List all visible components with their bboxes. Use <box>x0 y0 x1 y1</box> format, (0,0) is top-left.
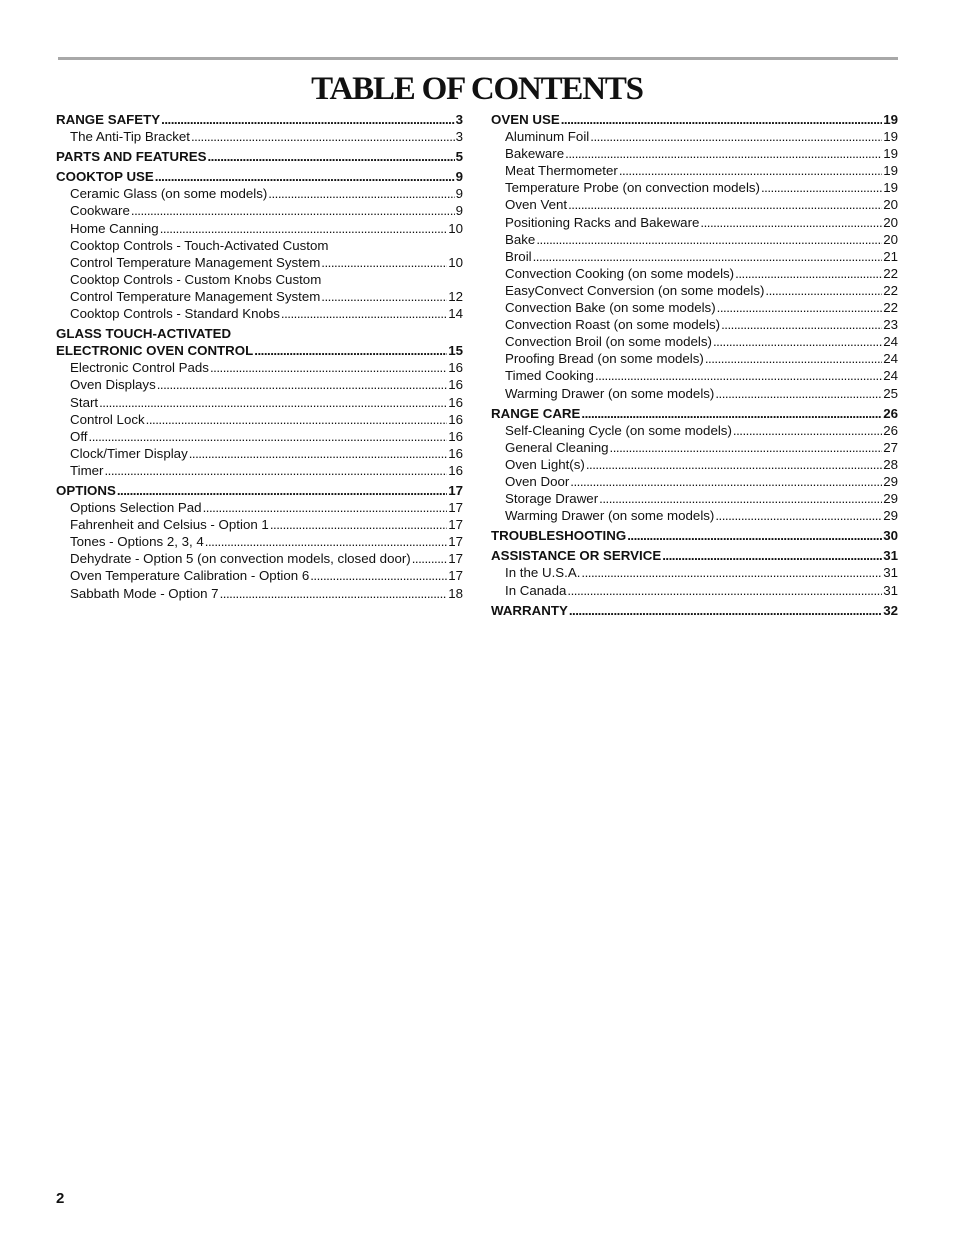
toc-entry-title: Oven Displays <box>70 377 156 393</box>
toc-subentry[interactable] <box>491 128 898 145</box>
toc-page-number: 17 <box>448 517 463 533</box>
toc-page-number: 26 <box>883 405 898 421</box>
dot-leader <box>590 128 882 145</box>
dot-leader <box>220 585 448 602</box>
toc-subentry[interactable] <box>56 376 463 393</box>
toc-entry-title: Clock/Timer Display <box>70 445 188 461</box>
toc-subentry[interactable] <box>56 237 463 271</box>
toc-entry-line <box>56 168 463 185</box>
toc-page-number: 18 <box>448 585 463 601</box>
page-title: TABLE OF CONTENTS <box>311 71 643 107</box>
toc-entry-title: Convection Roast (on some models) <box>505 317 721 333</box>
dot-leader <box>321 288 447 305</box>
page-number: 2 <box>56 1190 65 1207</box>
toc-entry-line <box>70 288 463 305</box>
toc-page-number: 19 <box>883 112 898 127</box>
toc-section-entry[interactable] <box>491 405 898 422</box>
toc-entry-line <box>505 490 898 507</box>
toc-entry-title: OVEN USE <box>491 112 560 127</box>
toc-entry-line <box>70 499 463 516</box>
toc-entry-line <box>505 422 898 439</box>
toc-entry-title: Start <box>70 394 99 410</box>
toc-subentry[interactable] <box>491 385 898 402</box>
toc-subentry[interactable] <box>491 179 898 196</box>
toc-entry-title: Oven Door <box>505 473 570 489</box>
toc-entry-line <box>70 220 463 237</box>
header-rule <box>58 57 898 60</box>
toc-entry-line <box>505 582 898 599</box>
dot-leader <box>131 202 455 219</box>
toc-section-entry[interactable] <box>491 602 898 619</box>
toc-page-number: 24 <box>883 351 898 367</box>
toc-entry-title: General Cleaning <box>505 439 609 455</box>
toc-section-entry[interactable] <box>56 111 463 128</box>
toc-entry-title: EasyConvect Conversion (on some models) <box>505 282 765 298</box>
toc-entry-line <box>70 428 463 445</box>
toc-page-number: 16 <box>448 428 463 444</box>
toc-page-number: 16 <box>448 394 463 410</box>
toc-page-number: 23 <box>883 317 898 333</box>
toc-subentry[interactable] <box>56 128 463 145</box>
toc-page-number: 17 <box>448 551 463 567</box>
toc-entry-line <box>70 516 463 533</box>
toc-entry-title: Positioning Racks and Bakeware <box>505 214 700 230</box>
toc-entry-title: Oven Light(s) <box>505 456 585 472</box>
toc-subentry[interactable] <box>491 564 898 581</box>
toc-page-number: 17 <box>448 482 463 498</box>
toc-entry-line <box>505 248 898 265</box>
toc-entry-title: RANGE CARE <box>491 405 581 421</box>
toc-entry-title-line1: Cooktop Controls - Custom Knobs Custom <box>70 271 322 287</box>
toc-page-number: 24 <box>883 368 898 384</box>
toc-page-number: 29 <box>883 491 898 507</box>
toc-subentry[interactable] <box>491 350 898 367</box>
toc-entry-title: WARRANTY <box>491 602 568 618</box>
toc-entry-title: Oven Vent <box>505 197 568 213</box>
toc-page-number: 22 <box>883 282 898 298</box>
toc-page-number: 9 <box>455 186 463 202</box>
toc-page-number: 30 <box>883 528 898 544</box>
toc-section-entry[interactable] <box>56 148 463 165</box>
toc-entry-title: In Canada <box>505 582 567 598</box>
toc-section-entry[interactable] <box>491 111 898 128</box>
toc-section-entry[interactable] <box>56 482 463 499</box>
dot-leader <box>569 602 882 619</box>
toc-entry-line <box>70 445 463 462</box>
toc-subentry[interactable] <box>491 439 898 456</box>
toc-entry-title: Tones - Options 2, 3, 4 <box>70 534 204 550</box>
dot-leader <box>662 547 882 564</box>
toc-entry-title: COOKTOP USE <box>56 169 154 185</box>
toc-subentry[interactable] <box>56 305 463 322</box>
toc-entry-line <box>505 316 898 333</box>
dot-leader <box>619 162 882 179</box>
toc-entry-line <box>491 111 898 128</box>
toc-entry-title: Dehydrate - Option 5 (on convection models, closed door) <box>70 551 411 567</box>
dot-leader <box>715 385 882 402</box>
dot-leader <box>205 533 447 550</box>
dot-leader <box>735 265 882 282</box>
toc-entry-title: The Anti-Tip Bracket <box>70 129 190 145</box>
toc-section-entry[interactable] <box>56 168 463 185</box>
toc-entry-line <box>505 456 898 473</box>
dot-leader <box>99 394 447 411</box>
toc-entry-title: Proofing Bread (on some models) <box>505 351 704 367</box>
toc-entry-title: Cooktop Controls - Standard Knobs <box>70 306 280 322</box>
toc-page-number: 31 <box>883 582 898 598</box>
toc-page-number: 31 <box>883 565 898 581</box>
toc-entry-title: In the U.S.A. <box>505 565 581 581</box>
toc-entry-line <box>505 507 898 524</box>
dot-leader <box>210 359 447 376</box>
toc-subentry[interactable] <box>56 394 463 411</box>
toc-subentry[interactable] <box>56 516 463 533</box>
toc-subentry[interactable] <box>56 567 463 584</box>
toc-page-number: 31 <box>883 548 898 564</box>
dot-leader <box>321 254 447 271</box>
toc-page-number: 10 <box>448 254 463 270</box>
toc-entry-line <box>70 202 463 219</box>
toc-page-number: 26 <box>883 422 898 438</box>
toc-page-number: 21 <box>883 248 898 264</box>
toc-page-number: 25 <box>883 385 898 401</box>
toc-entry-title: Aluminum Foil <box>505 129 590 145</box>
dot-leader <box>717 299 883 316</box>
dot-leader <box>595 367 882 384</box>
toc-subentry[interactable] <box>491 316 898 333</box>
toc-entry-title: OPTIONS <box>56 482 116 498</box>
toc-entry-line <box>505 473 898 490</box>
dot-leader <box>581 405 882 422</box>
toc-entry-title-line1: Cooktop Controls - Touch-Activated Custom <box>70 237 329 253</box>
toc-entry-title: Fahrenheit and Celsius - Option 1 <box>70 517 269 533</box>
dot-leader <box>155 168 455 185</box>
toc-entry-line <box>505 564 898 581</box>
toc-subentry[interactable] <box>56 220 463 237</box>
toc-page-number: 29 <box>883 508 898 524</box>
toc-page-number: 16 <box>448 411 463 427</box>
toc-subentry[interactable] <box>56 411 463 428</box>
dot-leader <box>281 305 447 322</box>
dot-leader <box>117 482 447 499</box>
toc-entry-title: RANGE SAFETY <box>56 112 161 127</box>
toc-page-number: 20 <box>883 214 898 230</box>
dot-leader <box>161 111 454 128</box>
toc-page-number: 22 <box>883 300 898 316</box>
toc-entry-title-line1: GLASS TOUCH-ACTIVATED <box>56 326 232 342</box>
toc-page-number: 12 <box>448 288 463 304</box>
dot-leader <box>189 445 447 462</box>
toc-subentry[interactable] <box>491 422 898 439</box>
toc-page-number: 17 <box>448 500 463 516</box>
toc-subentry[interactable] <box>56 185 463 202</box>
toc-subentry[interactable] <box>491 214 898 231</box>
dot-leader <box>627 527 882 544</box>
toc-entry-line <box>505 350 898 367</box>
dot-leader <box>89 428 448 445</box>
dot-leader <box>570 473 882 490</box>
dot-leader <box>567 582 882 599</box>
toc-page-number: 20 <box>883 231 898 247</box>
toc-subentry[interactable] <box>491 507 898 524</box>
toc-page-number: 3 <box>455 129 463 145</box>
toc-subentry[interactable] <box>56 585 463 602</box>
toc-entry-line <box>491 547 898 564</box>
toc-subentry[interactable] <box>491 473 898 490</box>
toc-entry-line <box>70 585 463 602</box>
toc-entry-line <box>56 111 463 128</box>
toc-entry-title: Self-Cleaning Cycle (on some models) <box>505 422 732 438</box>
toc-entry-line <box>70 376 463 393</box>
toc-subentry[interactable] <box>56 499 463 516</box>
toc-entry-line <box>70 567 463 584</box>
toc-page-number: 17 <box>448 534 463 550</box>
toc-subentry[interactable] <box>491 490 898 507</box>
toc-entry-title: Home Canning <box>70 220 159 236</box>
toc-page-number: 29 <box>883 473 898 489</box>
toc-subentry[interactable] <box>491 162 898 179</box>
dot-leader <box>146 411 448 428</box>
toc-entry-title: Control Temperature Management System <box>70 288 321 304</box>
toc-subentry[interactable] <box>491 265 898 282</box>
toc-entry-title: Cookware <box>70 203 130 219</box>
dot-leader <box>270 516 447 533</box>
toc-entry-line <box>70 411 463 428</box>
dot-leader <box>191 128 455 145</box>
toc-subentry[interactable] <box>491 231 898 248</box>
dot-leader <box>715 507 882 524</box>
toc-page-number: 3 <box>455 112 463 127</box>
toc-subentry[interactable] <box>56 428 463 445</box>
toc-entry-line <box>505 439 898 456</box>
toc-section-entry[interactable] <box>491 547 898 564</box>
toc-entry-line <box>70 550 463 567</box>
toc-entry-title: Broil <box>505 248 532 264</box>
toc-page-number: 19 <box>883 163 898 179</box>
toc-subentry[interactable] <box>56 202 463 219</box>
toc-page-number: 27 <box>883 439 898 455</box>
toc-entry-line <box>70 128 463 145</box>
toc-subentry[interactable] <box>491 456 898 473</box>
dot-leader <box>536 231 882 248</box>
toc-page-number: 22 <box>883 265 898 281</box>
toc-subentry[interactable] <box>56 359 463 376</box>
toc-entry-title: Storage Drawer <box>505 491 599 507</box>
toc-entry-line <box>70 394 463 411</box>
toc-page-number: 19 <box>883 129 898 145</box>
toc-page-number: 16 <box>448 462 463 478</box>
toc-subentry[interactable] <box>491 145 898 162</box>
toc-subentry[interactable] <box>491 367 898 384</box>
dot-leader <box>599 490 882 507</box>
toc-section-entry[interactable] <box>491 527 898 544</box>
toc-subentry[interactable] <box>56 271 463 305</box>
toc-subentry[interactable] <box>491 282 898 299</box>
dot-leader <box>160 220 448 237</box>
toc-page-number: 10 <box>448 220 463 236</box>
toc-page-number: 16 <box>448 377 463 393</box>
toc-entry-title: ASSISTANCE OR SERVICE <box>491 548 662 564</box>
toc-page-number: 28 <box>883 456 898 472</box>
dot-leader <box>581 564 882 581</box>
dot-leader <box>568 196 882 213</box>
toc-subentry[interactable] <box>56 445 463 462</box>
dot-leader <box>104 462 447 479</box>
toc-subentry[interactable] <box>491 196 898 213</box>
dot-leader <box>207 148 454 165</box>
toc-page-number: 19 <box>883 146 898 162</box>
toc-entry-title: Timed Cooking <box>505 368 594 384</box>
dot-leader <box>610 439 883 456</box>
toc-page-number: 20 <box>883 197 898 213</box>
toc-entry-line <box>70 359 463 376</box>
toc-entry-title: Options Selection Pad <box>70 500 202 516</box>
toc-subentry[interactable] <box>491 248 898 265</box>
dot-leader <box>761 179 882 196</box>
toc-entry-title: Convection Broil (on some models) <box>505 334 712 350</box>
toc-entry-line <box>505 231 898 248</box>
toc-page-number: 19 <box>883 180 898 196</box>
toc-entry-line <box>505 145 898 162</box>
toc-entry-line <box>70 533 463 550</box>
toc-entry-title: Electronic Control Pads <box>70 360 209 376</box>
toc-entry-title: Oven Temperature Calibration - Option 6 <box>70 568 310 584</box>
toc-entry-line <box>491 527 898 544</box>
toc-page-number: 16 <box>448 445 463 461</box>
toc-page-number: 24 <box>883 334 898 350</box>
toc-right-column <box>491 111 898 619</box>
dot-leader <box>721 316 882 333</box>
toc-subentry[interactable] <box>56 533 463 550</box>
toc-entry-line <box>70 462 463 479</box>
toc-entry-line <box>505 367 898 384</box>
dot-leader <box>157 376 447 393</box>
toc-entry-line <box>56 342 463 359</box>
toc-entry-line <box>505 214 898 231</box>
toc-section-entry[interactable] <box>56 325 463 359</box>
toc-subentry[interactable] <box>491 333 898 350</box>
toc-page-number: 17 <box>448 568 463 584</box>
toc-entry-title: Control Temperature Management System <box>70 254 321 270</box>
toc-entry-line <box>505 282 898 299</box>
toc-entry-line <box>491 602 898 619</box>
toc-subentry[interactable] <box>491 299 898 316</box>
toc-page-number: 9 <box>455 203 463 219</box>
toc-entry-line <box>505 162 898 179</box>
toc-subentry[interactable] <box>491 582 898 599</box>
toc-entry-line <box>70 305 463 322</box>
toc-page-number: 9 <box>455 169 463 185</box>
toc-entry-title: Warming Drawer (on some models) <box>505 508 715 524</box>
dot-leader <box>268 185 454 202</box>
toc-entry-line <box>505 128 898 145</box>
toc-entry-title: TROUBLESHOOTING <box>491 528 627 544</box>
toc-entry-title: Convection Bake (on some models) <box>505 300 716 316</box>
dot-leader <box>700 214 882 231</box>
dot-leader <box>254 342 447 359</box>
toc-entry-line <box>505 265 898 282</box>
toc-entry-title: Convection Cooking (on some models) <box>505 265 735 281</box>
dot-leader <box>412 550 447 567</box>
dot-leader <box>203 499 448 516</box>
toc-entry-line <box>505 333 898 350</box>
toc-entry-line <box>56 482 463 499</box>
toc-page-number: 15 <box>448 343 463 359</box>
toc-entry-title: Warming Drawer (on some models) <box>505 385 715 401</box>
toc-entry-title: Bake <box>505 231 536 247</box>
toc-entry-title: Meat Thermometer <box>505 163 618 179</box>
toc-page-number: 14 <box>448 306 463 322</box>
toc-entry-title: Off <box>70 428 88 444</box>
dot-leader <box>561 111 882 128</box>
toc-entry-line <box>70 185 463 202</box>
dot-leader <box>533 248 883 265</box>
dot-leader <box>705 350 882 367</box>
toc-page-number: 5 <box>455 149 463 165</box>
toc-entry-title: Bakeware <box>505 146 565 162</box>
dot-leader <box>765 282 882 299</box>
toc-entry-title: Timer <box>70 462 104 478</box>
toc-page-number: 32 <box>883 602 898 618</box>
dot-leader <box>733 422 882 439</box>
toc-left-column <box>56 111 463 602</box>
toc-entry-title: Sabbath Mode - Option 7 <box>70 585 219 601</box>
toc-page-number: 16 <box>448 360 463 376</box>
dot-leader <box>713 333 882 350</box>
toc-entry-line <box>505 385 898 402</box>
toc-subentry[interactable] <box>56 462 463 479</box>
toc-entry-line <box>70 254 463 271</box>
toc-entry-title: Control Lock <box>70 411 145 427</box>
toc-entry-line <box>56 148 463 165</box>
dot-leader <box>586 456 882 473</box>
toc-entry-line <box>491 405 898 422</box>
toc-entry-line <box>505 196 898 213</box>
toc-subentry[interactable] <box>56 550 463 567</box>
dot-leader <box>310 567 447 584</box>
dot-leader <box>565 145 882 162</box>
toc-entry-title: ELECTRONIC OVEN CONTROL <box>56 343 254 359</box>
toc-entry-title: Ceramic Glass (on some models) <box>70 186 268 202</box>
toc-entry-line <box>505 179 898 196</box>
toc-entry-title: Temperature Probe (on convection models) <box>505 180 760 196</box>
toc-entry-title: PARTS AND FEATURES <box>56 149 207 165</box>
toc-entry-line <box>505 299 898 316</box>
